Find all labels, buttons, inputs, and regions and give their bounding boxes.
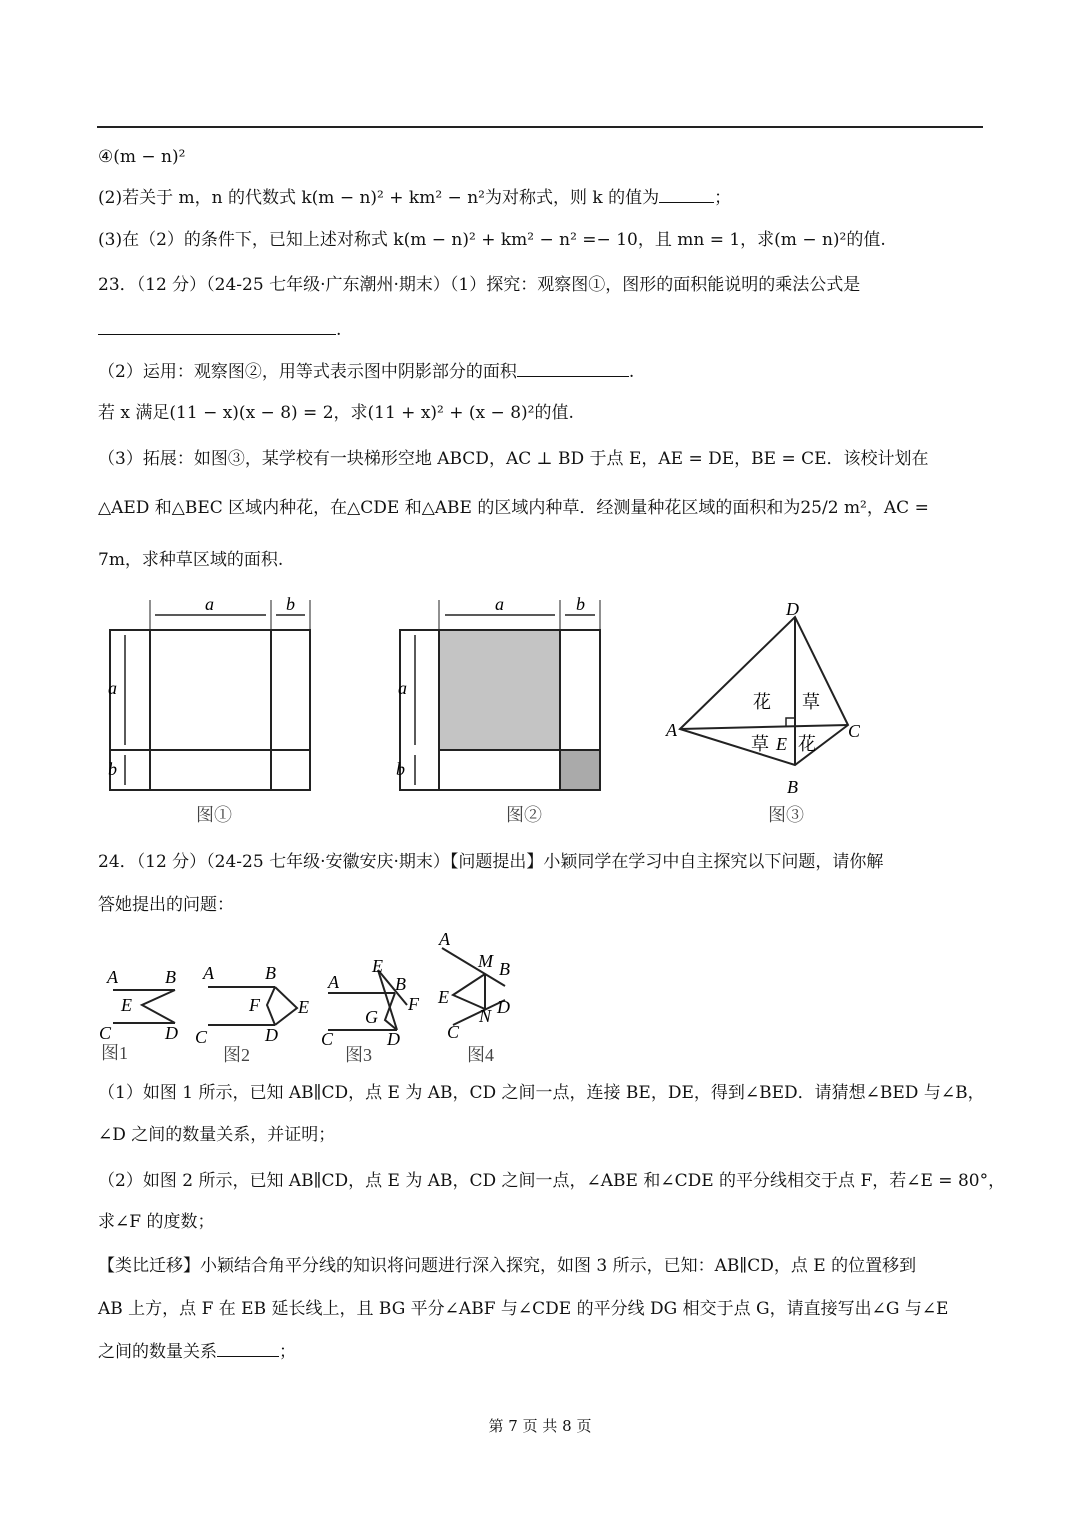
label-C: C — [195, 1027, 208, 1047]
label-C: C — [321, 1029, 334, 1049]
caption-fig1: 图1 — [101, 1043, 128, 1063]
label-a: a — [205, 594, 214, 614]
text-line: AB 上方，点 F 在 EB 延长线上，且 BG 平分∠ABF 与∠CDE 的平分线 DG 相交于点 G，请直接写出∠G 与∠E — [98, 1299, 949, 1319]
label-flower: 花 — [753, 692, 771, 712]
label-F: F — [249, 995, 260, 1015]
caption-fig4: 图4 — [467, 1045, 494, 1065]
text: . — [628, 362, 635, 382]
question-24: 24．（12 分）（24-25 七年级·安徽安庆·期末）【问题提出】小颖同学在学习中自主探究以下问题，请你解 — [98, 852, 884, 872]
label-C: C — [447, 1022, 460, 1042]
label-D: D — [786, 599, 799, 619]
question-22-2 — [98, 186, 731, 210]
question-24-1: （1）如图 1 所示，已知 AB∥CD，点 E 为 AB，CD 之间一点，连接 BE，DE，得到∠BED．请猜想∠BED 与∠B， — [98, 1083, 985, 1103]
answer-blank[interactable] — [217, 1340, 279, 1357]
label-flower: 花 — [798, 734, 816, 754]
caption-fig3: 图3 — [345, 1045, 372, 1065]
label-C: C — [848, 721, 860, 741]
answer-blank[interactable] — [98, 318, 336, 335]
caption-fig2: 图2 — [223, 1045, 250, 1065]
label-D: D — [265, 1025, 278, 1045]
text-line — [98, 1340, 296, 1364]
label-A: A — [107, 967, 118, 987]
label-grass: 草 — [751, 734, 769, 754]
label-b: b — [108, 759, 117, 779]
text-line: ∠D 之间的数量关系，并证明； — [98, 1125, 336, 1145]
label-N: N — [479, 1006, 492, 1026]
text: 之间的数量关系 — [98, 1342, 217, 1362]
text-line: 答她提出的问题： — [98, 895, 234, 915]
label-A: A — [203, 963, 214, 983]
question-22-3: (3)在（2）的条件下，已知上述对称式 k(m − n)² + km² − n² =− 10，且 mn = 1，求(m − n)²的值. — [98, 230, 886, 250]
answer-line — [98, 318, 341, 342]
label-G: G — [365, 1007, 378, 1027]
label-B: B — [499, 959, 510, 979]
text: （2）运用：观察图②，用等式表示图中阴影部分的面积 — [98, 362, 517, 382]
text-line: 求∠F 的度数； — [98, 1212, 215, 1232]
label-a: a — [398, 678, 407, 698]
label-b: b — [286, 594, 295, 614]
label-b: b — [396, 759, 405, 779]
label-a: a — [495, 594, 504, 614]
question-23: 23．（12 分）（24-25 七年级·广东潮州·期末）（1）探究：观察图①，图形的面积能说明的乘法公式是 — [98, 275, 861, 295]
label-B: B — [265, 963, 276, 983]
figures-23 — [100, 590, 860, 835]
label-E: E — [776, 734, 787, 754]
text-line: 7m，求种草区域的面积. — [98, 550, 284, 570]
caption-fig3: 图③ — [768, 805, 804, 825]
question-23-2 — [98, 360, 634, 384]
label-D: D — [497, 997, 510, 1017]
caption-fig2: 图② — [506, 805, 542, 825]
answer-blank[interactable] — [659, 186, 714, 203]
label-A: A — [439, 929, 450, 949]
label-E: E — [372, 956, 383, 976]
fig1-outer — [110, 630, 310, 790]
label-C: C — [99, 1023, 112, 1043]
label-D: D — [165, 1023, 178, 1043]
figures-24 — [95, 925, 535, 1070]
label-b: b — [576, 594, 585, 614]
label-M: M — [478, 951, 493, 971]
label-E: E — [121, 995, 132, 1015]
label-A: A — [328, 972, 339, 992]
question-23-3: （3）拓展：如图③，某学校有一块梯形空地 ABCD，AC ⊥ BD 于点 E，AE = DE，BE = CE．该校计划在 — [98, 449, 929, 469]
text: . — [336, 320, 342, 340]
label-E: E — [298, 997, 309, 1017]
label-grass: 草 — [802, 692, 820, 712]
answer-blank[interactable] — [517, 360, 629, 377]
label-B: B — [787, 777, 798, 797]
text: ； — [714, 188, 732, 208]
label-B: B — [165, 967, 176, 987]
page-footer: 第 7 页 共 8 页 — [488, 1417, 592, 1435]
label-a: a — [108, 678, 117, 698]
caption-fig1: 图① — [196, 805, 232, 825]
label-D: D — [387, 1029, 400, 1049]
text: (2)若关于 m，n 的代数式 k(m − n)² + km² − n²为对称式，则 k 的值为 — [98, 188, 660, 208]
text: ； — [279, 1342, 296, 1362]
text-line: 若 x 满足(11 − x)(x − 8) = 2，求(11 + x)² + (x − 8)²的值. — [98, 403, 574, 423]
label-A: A — [666, 720, 677, 740]
question-24-2: （2）如图 2 所示，已知 AB∥CD，点 E 为 AB，CD 之间一点，∠ABE 和∠CDE 的平分线相交于点 F，若∠E = 80°， — [98, 1171, 1006, 1191]
analogy-transfer: 【类比迁移】小颖结合角平分线的知识将问题进行深入探究，如图 3 所示，已知：AB∥CD，点 E 的位置移到 — [98, 1256, 917, 1276]
label-F: F — [408, 994, 419, 1014]
label-B: B — [395, 974, 406, 994]
text-line: ④(m − n)² — [98, 147, 186, 167]
label-E: E — [438, 987, 449, 1007]
text-line: △AED 和△BEC 区域内种花，在△CDE 和△ABE 的区域内种草．经测量种花区域的面积和为25/2 m²，AC = — [98, 498, 929, 518]
header-rule — [97, 126, 983, 128]
